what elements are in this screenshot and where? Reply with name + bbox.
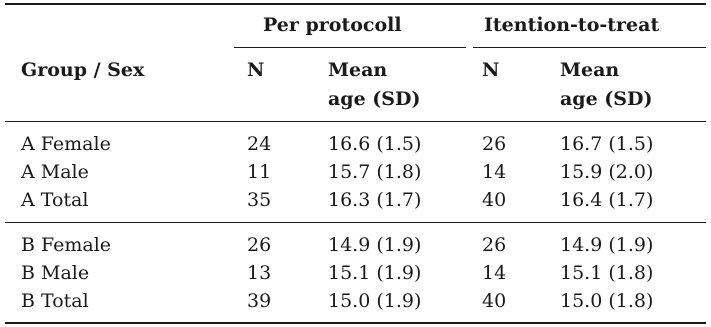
- top-rule: [5, 3, 706, 5]
- col-header-pp-mean-line2: age (SD): [328, 88, 421, 110]
- cell-itt-n: 14: [482, 161, 507, 183]
- row-label: B Female: [21, 234, 112, 256]
- cell-pp-mean: 16.6 (1.5): [328, 133, 422, 155]
- cell-itt-n: 26: [482, 234, 507, 256]
- cmidrule-per-protocol: [234, 47, 466, 48]
- cell-itt-n: 40: [482, 290, 507, 312]
- cell-pp-mean: 15.0 (1.9): [328, 290, 422, 312]
- cell-pp-mean: 15.1 (1.9): [328, 262, 422, 284]
- cell-itt-mean: 16.4 (1.7): [560, 189, 654, 211]
- row-label: A Total: [21, 189, 89, 211]
- cell-pp-mean: 16.3 (1.7): [328, 189, 422, 211]
- cell-itt-mean: 16.7 (1.5): [560, 133, 654, 155]
- cell-itt-mean: 15.1 (1.8): [560, 262, 654, 284]
- cell-itt-n: 40: [482, 189, 507, 211]
- col-header-itt-mean: [560, 56, 652, 114]
- cell-pp-n: 26: [247, 234, 272, 256]
- cell-pp-mean: 15.7 (1.8): [328, 161, 422, 183]
- col-header-pp-mean: [328, 56, 420, 114]
- cell-itt-mean: 15.0 (1.8): [560, 290, 654, 312]
- header-rule: [5, 121, 706, 122]
- cell-pp-n: 24: [247, 133, 272, 155]
- row-label: B Male: [21, 262, 90, 284]
- col-header-pp-n: N: [247, 59, 265, 81]
- cell-itt-mean: 14.9 (1.9): [560, 234, 654, 256]
- cell-itt-n: 26: [482, 133, 507, 155]
- bottom-rule: [5, 322, 706, 324]
- col-header-pp-mean-line1: Mean: [328, 59, 388, 81]
- cell-pp-n: 35: [247, 189, 272, 211]
- cmidrule-itt: [473, 47, 706, 48]
- col-header-group-sex: Group / Sex: [21, 59, 145, 81]
- group-header-per-protocol: Per protocoll: [263, 14, 402, 36]
- cell-itt-mean: 15.9 (2.0): [560, 161, 654, 183]
- group-header-itt: Itention-to-treat: [484, 14, 660, 36]
- row-label: A Male: [21, 161, 89, 183]
- row-label: A Female: [21, 133, 111, 155]
- cell-pp-n: 39: [247, 290, 272, 312]
- cell-pp-mean: 14.9 (1.9): [328, 234, 422, 256]
- group-separator-rule: [5, 222, 706, 223]
- col-header-itt-mean-line1: Mean: [560, 59, 620, 81]
- col-header-itt-mean-line2: age (SD): [560, 88, 653, 110]
- row-label: B Total: [21, 290, 89, 312]
- cell-pp-n: 11: [247, 161, 272, 183]
- col-header-itt-n: N: [482, 59, 500, 81]
- cell-itt-n: 14: [482, 262, 507, 284]
- cell-pp-n: 13: [247, 262, 272, 284]
